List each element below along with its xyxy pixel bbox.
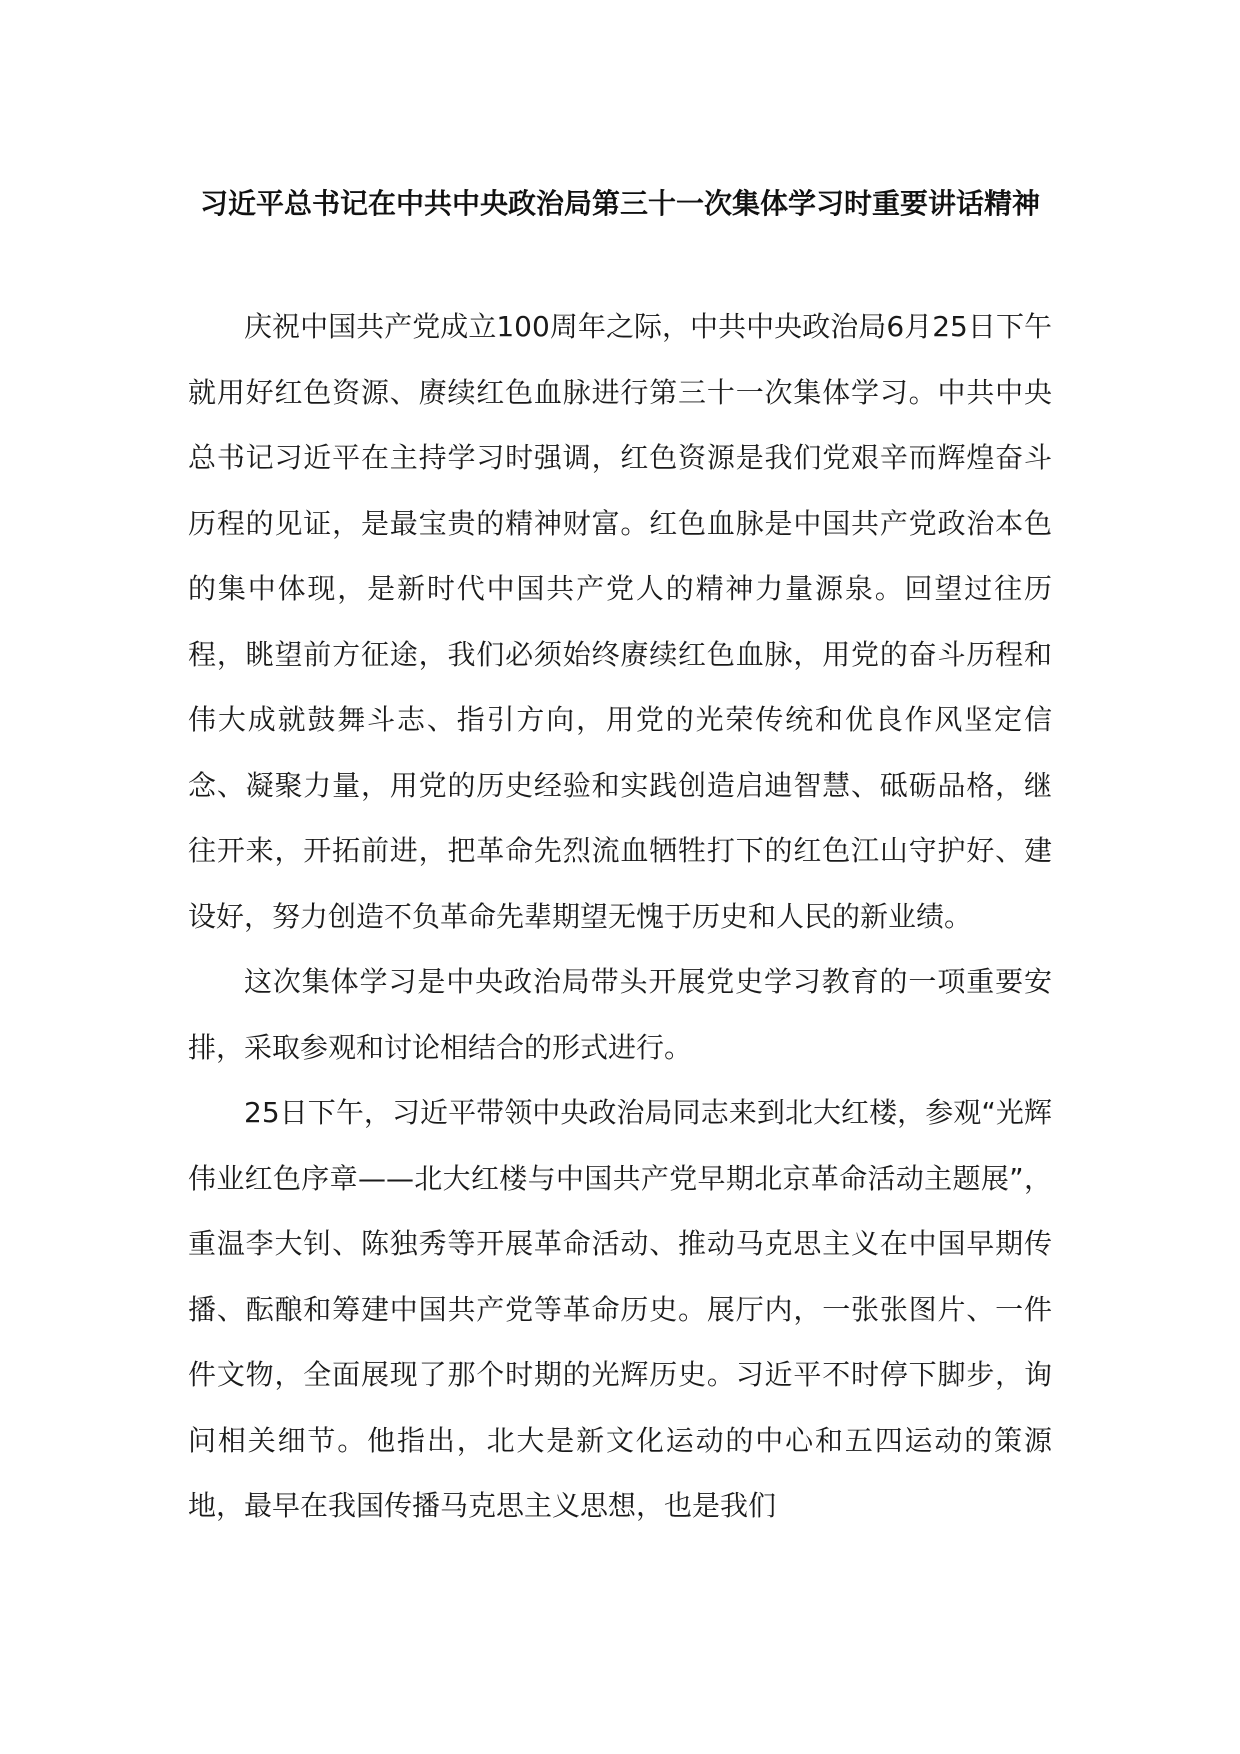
body-paragraph-2: 这次集体学习是中央政治局带头开展党史学习教育的一项重要安排，采取参观和讨论相结合的形式进行。 (188, 965, 1052, 1064)
body-paragraph-3: 25日下午，习近平带领中央政治局同志来到北大红楼，参观“光辉伟业红色序章——北大红楼与中国共产党早期北京革命活动主题展”，重温李大钊、陈独秀等开展革命活动、推动马克思主义在中国早期传播、酝酿和筹建中国共产党等革命历史。展厅内，一张张图片、一件件文物，全面展现了那个时期的光辉历史。习近平不时停下脚步，询问相关细节。他指出，北大是新文化运动的中心和五四运动的策源地，最早在我国传播马克思主义思想，也是我们 (188, 1096, 1052, 1522)
body-paragraph-1: 庆祝中国共产党成立100周年之际，中共中央政治局6月25日下午就用好红色资源、赓续红色血脉进行第三十一次集体学习。中共中央总书记习近平在主持学习时强调，红色资源是我们党艰辛而辉煌奋斗历程的见证，是最宝贵的精神财富。红色血脉是中国共产党政治本色的集中体现，是新时代中国共产党人的精神力量源泉。回望过往历程，眺望前方征途，我们必须始终赓续红色血脉，用党的奋斗历程和伟大成就鼓舞斗志、指引方向，用党的光荣传统和优良作风坚定信念、凝聚力量，用党的历史经验和实践创造启迪智慧、砥砺品格，继往开来，开拓前进，把革命先烈流血牺牲打下的红色江山守护好、建设好，努力创造不负革命先辈期望无愧于历史和人民的新业绩。 (188, 310, 1052, 933)
document-title: 习近平总书记在中共中央政治局第三十一次集体学习时重要讲话精神 (199, 187, 1040, 220)
document-body (188, 294, 1052, 1539)
